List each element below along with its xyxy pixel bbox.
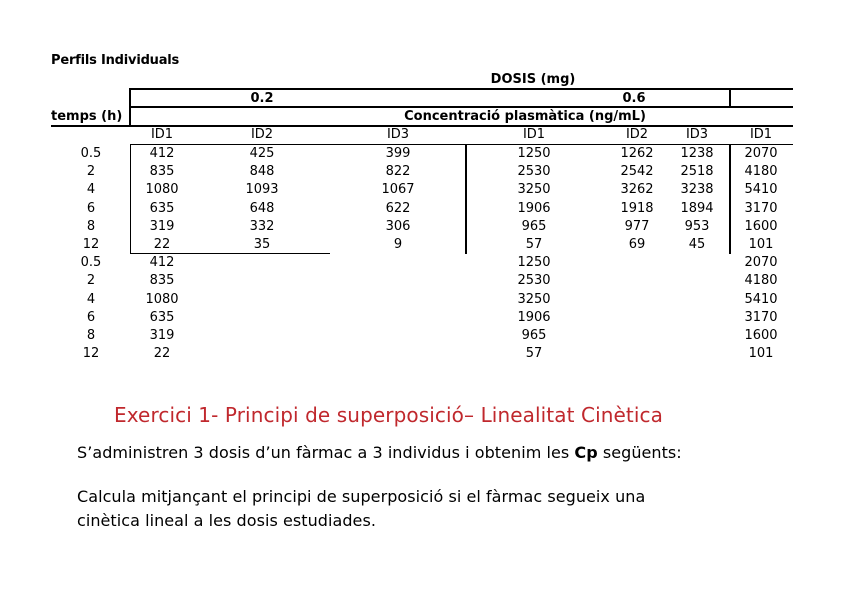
intro-text-end: següents: xyxy=(597,443,682,462)
table-cell: 9 xyxy=(393,237,403,252)
time-cell: 6 xyxy=(86,200,96,216)
table-cell: 1080 xyxy=(145,182,179,198)
table-cell: 1600 xyxy=(744,328,778,343)
table-cell: 648 xyxy=(249,200,275,216)
table-column-rule xyxy=(729,144,731,254)
time-cell: 2 xyxy=(86,164,96,180)
table-cell: 306 xyxy=(385,218,411,234)
table-cell: 977 xyxy=(624,218,650,234)
table-cell: 835 xyxy=(149,273,175,289)
table-cell: 319 xyxy=(149,218,175,234)
dose-label: 0.2 xyxy=(250,91,274,106)
time-header: temps (h) xyxy=(51,109,123,124)
column-id-header: ID1 xyxy=(749,127,773,142)
table-rule xyxy=(130,106,793,108)
table-cell: 412 xyxy=(149,255,175,271)
table-cell: 3250 xyxy=(517,182,551,198)
time-cell: 4 xyxy=(86,291,96,307)
table-cell: 412 xyxy=(149,146,175,161)
table-cell: 848 xyxy=(249,164,275,180)
exercise-intro xyxy=(77,441,791,465)
table-cell: 399 xyxy=(385,146,411,161)
column-id-header: ID3 xyxy=(386,127,410,142)
table-cell: 622 xyxy=(385,200,411,216)
table-cell: 45 xyxy=(688,237,706,252)
sheet-title: Perfils Individuals xyxy=(51,53,180,68)
intro-text: S’administren 3 dosis d’un fàrmac a 3 individus i obtenim les xyxy=(77,443,575,462)
column-id-header: ID2 xyxy=(250,127,274,142)
table-cell: 57 xyxy=(525,237,543,252)
table-cell: 22 xyxy=(153,237,171,252)
table-cell: 965 xyxy=(521,218,547,234)
time-cell: 6 xyxy=(86,309,96,325)
table-cell: 5410 xyxy=(744,182,778,198)
table-cell: 2070 xyxy=(744,255,778,271)
table-cell: 965 xyxy=(521,328,547,343)
table-cell: 1080 xyxy=(145,291,179,307)
table-cell: 953 xyxy=(684,218,710,234)
table-cell: 57 xyxy=(525,346,543,362)
time-cell: 12 xyxy=(82,346,100,362)
table-cell: 22 xyxy=(153,346,171,362)
table-cell: 1906 xyxy=(517,200,551,216)
table-cell: 3170 xyxy=(744,200,778,216)
time-cell: 0.5 xyxy=(80,255,102,271)
column-id-header: ID2 xyxy=(625,127,649,142)
table-column-rule xyxy=(130,144,131,254)
table-cell: 2518 xyxy=(680,164,714,180)
table-cell: 3262 xyxy=(620,182,654,198)
table-column-rule xyxy=(465,144,467,254)
table-column-rule xyxy=(729,88,731,107)
table-cell: 101 xyxy=(748,237,774,252)
table-cell: 1918 xyxy=(620,200,654,216)
task-line: cinètica lineal a les dosis estudiades. xyxy=(77,511,376,530)
table-cell: 3238 xyxy=(680,182,714,198)
exercise-task xyxy=(77,485,791,533)
table-cell: 332 xyxy=(249,218,275,234)
time-cell: 2 xyxy=(86,273,96,289)
table-cell: 3170 xyxy=(744,309,778,325)
dose-header: DOSIS (mg) xyxy=(490,72,576,87)
dose-label: 0.6 xyxy=(622,91,646,106)
exercise-title: Exercici 1- Principi de superposició– Linealitat Cinètica xyxy=(114,403,663,427)
table-cell: 2530 xyxy=(517,164,551,180)
time-cell: 8 xyxy=(86,218,96,234)
table-cell: 1250 xyxy=(517,146,551,161)
table-rule xyxy=(130,253,330,254)
table-cell: 835 xyxy=(149,164,175,180)
table-cell: 2530 xyxy=(517,273,551,289)
table-rule xyxy=(130,88,793,90)
column-id-header: ID3 xyxy=(685,127,709,142)
table-cell: 635 xyxy=(149,200,175,216)
table-cell: 425 xyxy=(249,146,275,161)
table-cell: 101 xyxy=(748,346,774,362)
table-cell: 5410 xyxy=(744,291,778,307)
table-cell: 635 xyxy=(149,309,175,325)
task-line: Calcula mitjançant el principi de superposició si el fàrmac segueix una xyxy=(77,487,646,506)
time-cell: 8 xyxy=(86,328,96,343)
concentration-header: Concentració plasmàtica (ng/mL) xyxy=(404,109,646,124)
column-id-header: ID1 xyxy=(150,127,174,142)
table-cell: 1906 xyxy=(517,309,551,325)
time-cell: 12 xyxy=(82,237,100,252)
table-cell: 4180 xyxy=(744,273,778,289)
table-cell: 1093 xyxy=(245,182,279,198)
table-column-rule xyxy=(129,88,131,126)
table-cell: 822 xyxy=(385,164,411,180)
table-cell: 4180 xyxy=(744,164,778,180)
table-cell: 35 xyxy=(253,237,271,252)
table-cell: 1600 xyxy=(744,218,778,234)
column-id-header: ID1 xyxy=(522,127,546,142)
table-cell: 2542 xyxy=(620,164,654,180)
time-cell: 0.5 xyxy=(80,146,102,161)
table-cell: 1250 xyxy=(517,255,551,271)
table-rule xyxy=(130,144,793,145)
table-cell: 1238 xyxy=(680,146,714,161)
table-cell: 319 xyxy=(149,328,175,343)
table-cell: 69 xyxy=(628,237,646,252)
intro-bold-term: Cp xyxy=(574,443,598,462)
time-cell: 4 xyxy=(86,182,96,198)
table-cell: 1894 xyxy=(680,200,714,216)
table-cell: 1262 xyxy=(620,146,654,161)
table-cell: 1067 xyxy=(381,182,415,198)
table-cell: 3250 xyxy=(517,291,551,307)
table-cell: 2070 xyxy=(744,146,778,161)
